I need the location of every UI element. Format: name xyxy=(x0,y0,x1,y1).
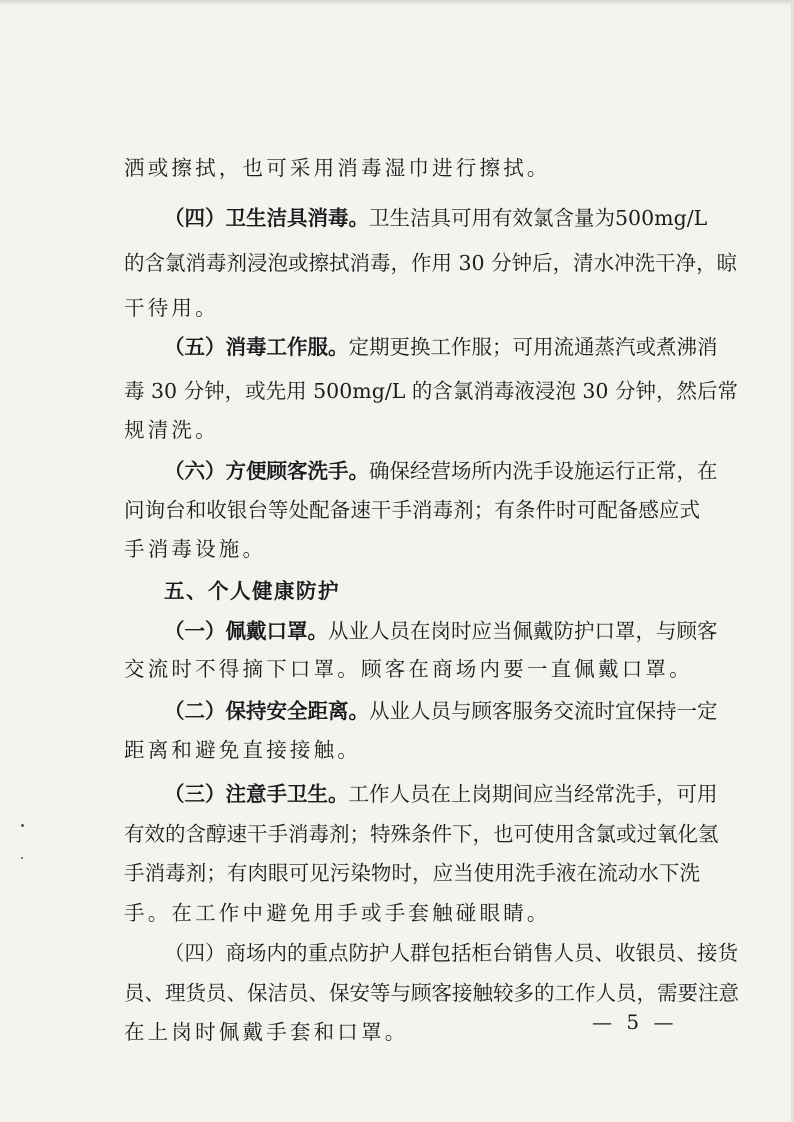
text-line: 毒 30 分钟，或先用 500mg/L 的含氯消毒液浸泡 30 分钟，然后常 xyxy=(124,379,738,403)
text-line: （四）卫生洁具消毒。卫生洁具可用有效氯含量为500mg/L xyxy=(164,206,708,230)
text-line: 干待用。 xyxy=(124,296,219,320)
section-heading: 五、个人健康防护 xyxy=(164,579,340,603)
section-title: （四）卫生洁具消毒。 xyxy=(164,206,369,230)
scan-speck xyxy=(21,857,23,859)
text-line: 交流时不得摘下口罩。顾客在商场内要一直佩戴口罩。 xyxy=(124,657,693,681)
text-line: 的含氯消毒剂浸泡或擦拭消毒，作用 30 分钟后，清水冲洗干净，晾 xyxy=(124,251,738,275)
page-number: — 5 — xyxy=(592,1010,678,1034)
section-title: （六）方便顾客洗手。 xyxy=(164,459,369,483)
text-line: （一）佩戴口罩。从业人员在岗时应当佩戴防护口罩，与顾客 xyxy=(164,619,718,643)
scan-top-edge xyxy=(0,0,794,6)
text-line: （六）方便顾客洗手。确保经营场所内洗手设施运行正常，在 xyxy=(164,459,718,483)
text-line: 规清洗。 xyxy=(124,418,219,442)
text-line: 在上岗时佩戴手套和口罩。 xyxy=(124,1020,409,1044)
text-line: 有效的含醇速干手消毒剂；特殊条件下，也可使用含氯或过氧化氢 xyxy=(124,822,719,846)
text-line: 手消毒剂；有肉眼可见污染物时，应当使用洗手液在流动水下洗 xyxy=(124,861,700,885)
text-line: （四）商场内的重点防护人群包括柜台销售人员、收银员、接货 xyxy=(164,941,738,965)
text-line: （二）保持安全距离。从业人员与顾客服务交流时宜保持一定 xyxy=(164,699,718,723)
text-line: 员、理货员、保洁员、保安等与顾客接触较多的工作人员，需要注意 xyxy=(124,981,739,1005)
text-line: 手。在工作中避免用手或手套触碰眼睛。 xyxy=(124,901,551,925)
section-title: （二）保持安全距离。 xyxy=(164,699,369,723)
text-line: 手消毒设施。 xyxy=(124,537,267,561)
section-title: （一）佩戴口罩。 xyxy=(164,619,328,643)
text-line: （五）消毒工作服。定期更换工作服；可用流通蒸汽或煮沸消 xyxy=(164,335,718,359)
text-line: 洒或擦拭，也可采用消毒湿巾进行擦拭。 xyxy=(124,156,551,180)
scan-speck xyxy=(21,824,24,827)
text-line: （三）注意手卫生。工作人员在上岗期间应当经常洗手，可用 xyxy=(164,782,718,806)
section-title: （五）消毒工作服。 xyxy=(164,335,349,359)
text-line: 距离和避免直接接触。 xyxy=(124,738,361,762)
section-title: （三）注意手卫生。 xyxy=(164,782,349,806)
text-line: 问询台和收银台等处配备速干手消毒剂；有条件时可配备感应式 xyxy=(124,498,700,522)
